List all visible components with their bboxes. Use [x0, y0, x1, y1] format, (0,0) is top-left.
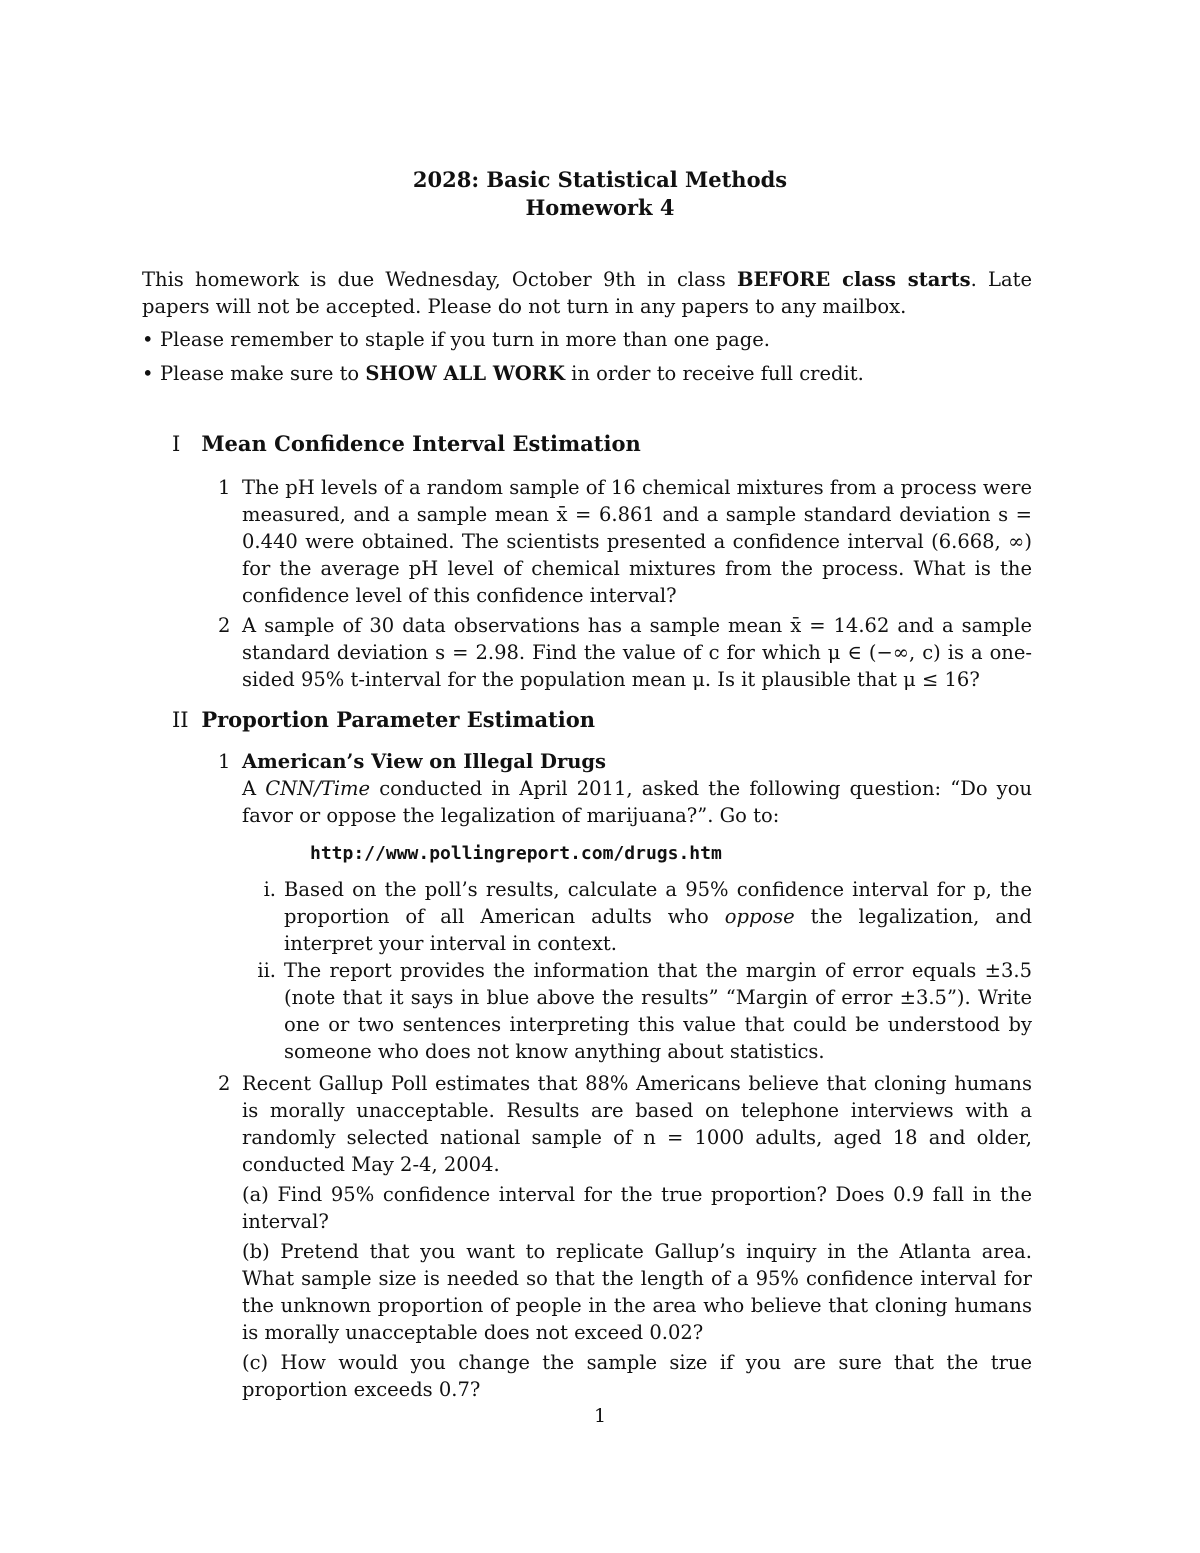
bullet-text: Please remember to staple if you turn in more than one page. — [160, 328, 770, 351]
bullet-dot-icon: • — [142, 328, 154, 351]
emphasis-oppose: oppose — [724, 905, 795, 928]
course-title: 2028: Basic Statistical Methods — [412, 167, 788, 192]
part-c-text: (c) How would you change the sample size if you are sure that the true proportion exceeds 0.7? — [242, 1351, 1032, 1401]
question-text — [242, 775, 1032, 829]
subquestion-text-a: Based on the poll’s results, calculate a 95% confidence interval for p, the proportion of all American adults who — [284, 878, 1032, 928]
subquestion-number: ii. — [257, 959, 276, 982]
intro-text-1: This homework is due Wednesday, October 9th in class — [142, 268, 738, 291]
part-b-text: (b) Pretend that you want to replicate Gallup’s inquiry in the Atlanta area. What sample size is needed so that the length of a 95% confidence interval for the unknown proportion of people in the area who believe that cloning humans is morally unacceptable does not exceed 0.02? — [242, 1240, 1032, 1344]
subquestion-number: i. — [263, 878, 276, 901]
subquestion-text-b: the legalization, and interpret your interval in context. — [284, 905, 1032, 955]
bullet-dot-icon: • — [142, 362, 154, 385]
bullet-staple — [142, 326, 1032, 353]
question-body — [242, 748, 1032, 829]
question-text-a: A — [242, 777, 266, 800]
part-a-text: (a) Find 95% confidence interval for the true proportion? Does 0.9 fall in the interval? — [242, 1183, 1032, 1233]
homework-title: Homework 4 — [525, 195, 675, 220]
section-number: II — [172, 708, 189, 732]
question-number: 2 — [218, 614, 231, 637]
section-heading-1 — [172, 430, 641, 458]
question-number: 2 — [218, 1072, 231, 1095]
section-number: I — [172, 432, 181, 456]
page-number: 1 — [593, 1405, 607, 1427]
question-heading: American’s View on Illegal Drugs — [242, 750, 607, 773]
bullet-text-1: Please make sure to — [160, 362, 366, 385]
subquestion-text — [284, 876, 1032, 957]
question-text: Recent Gallup Poll estimates that 88% Americans believe that cloning humans is morally unacceptable. Results are based on telephone interviews with a randomly selected national sample of n = 1000 adults, aged 18 and older, conducted May 2-4, 2004. — [242, 1072, 1032, 1176]
subquestion-text: The report provides the information that the margin of error equals ±3.5 (note that it says in blue above the results” “Margin of error ±3.5”). Write one or two sentences interpreting this value that could be understood by someone who does not know anything about statistics. — [284, 959, 1032, 1063]
poll-url-link[interactable]: http://www.pollingreport.com/drugs.htm — [310, 843, 722, 864]
bullet-show-work — [142, 360, 1032, 387]
section-title: Mean Confidence Interval Estimation — [201, 431, 641, 456]
intro-text-2: . Late papers will not be accepted. Please do not turn in any papers to any mailbox. — [142, 268, 1032, 318]
poll-source: CNN/Time — [265, 777, 371, 800]
question-body — [242, 1070, 1032, 1403]
question-text: A sample of 30 data observations has a sample mean x̄ = 14.62 and a sample standard deviation s = 2.98. Find the value of c for which μ ∈ (−∞, c) is a one-sided 95% t-interval for the population mean μ. Is it plausible that μ ≤ 16? — [242, 614, 1032, 691]
question-text: The pH levels of a random sample of 16 chemical mixtures from a process were measured, and a sample mean x̄ = 6.861 and a sample standard deviation s = 0.440 were obtained. The scientists presented a confidence interval (6.668, ∞) for the average pH level of chemical mixtures from the process. What is the confidence level of this confidence interval? — [242, 476, 1032, 607]
intro-emphasis: BEFORE class starts — [737, 268, 971, 291]
section-heading-2 — [172, 706, 595, 734]
question-text-b: conducted in April 2011, asked the following question: “Do you favor or oppose the legalization of marijuana?”. Go to: — [242, 777, 1032, 827]
section-title: Proportion Parameter Estimation — [201, 707, 596, 732]
bullet-text-2: in order to receive full credit. — [564, 362, 864, 385]
document-title — [0, 166, 1200, 222]
question-number: 1 — [218, 476, 231, 499]
intro-paragraph — [142, 266, 1032, 320]
bullet-emphasis: SHOW ALL WORK — [365, 362, 565, 385]
question-number: 1 — [218, 750, 231, 773]
